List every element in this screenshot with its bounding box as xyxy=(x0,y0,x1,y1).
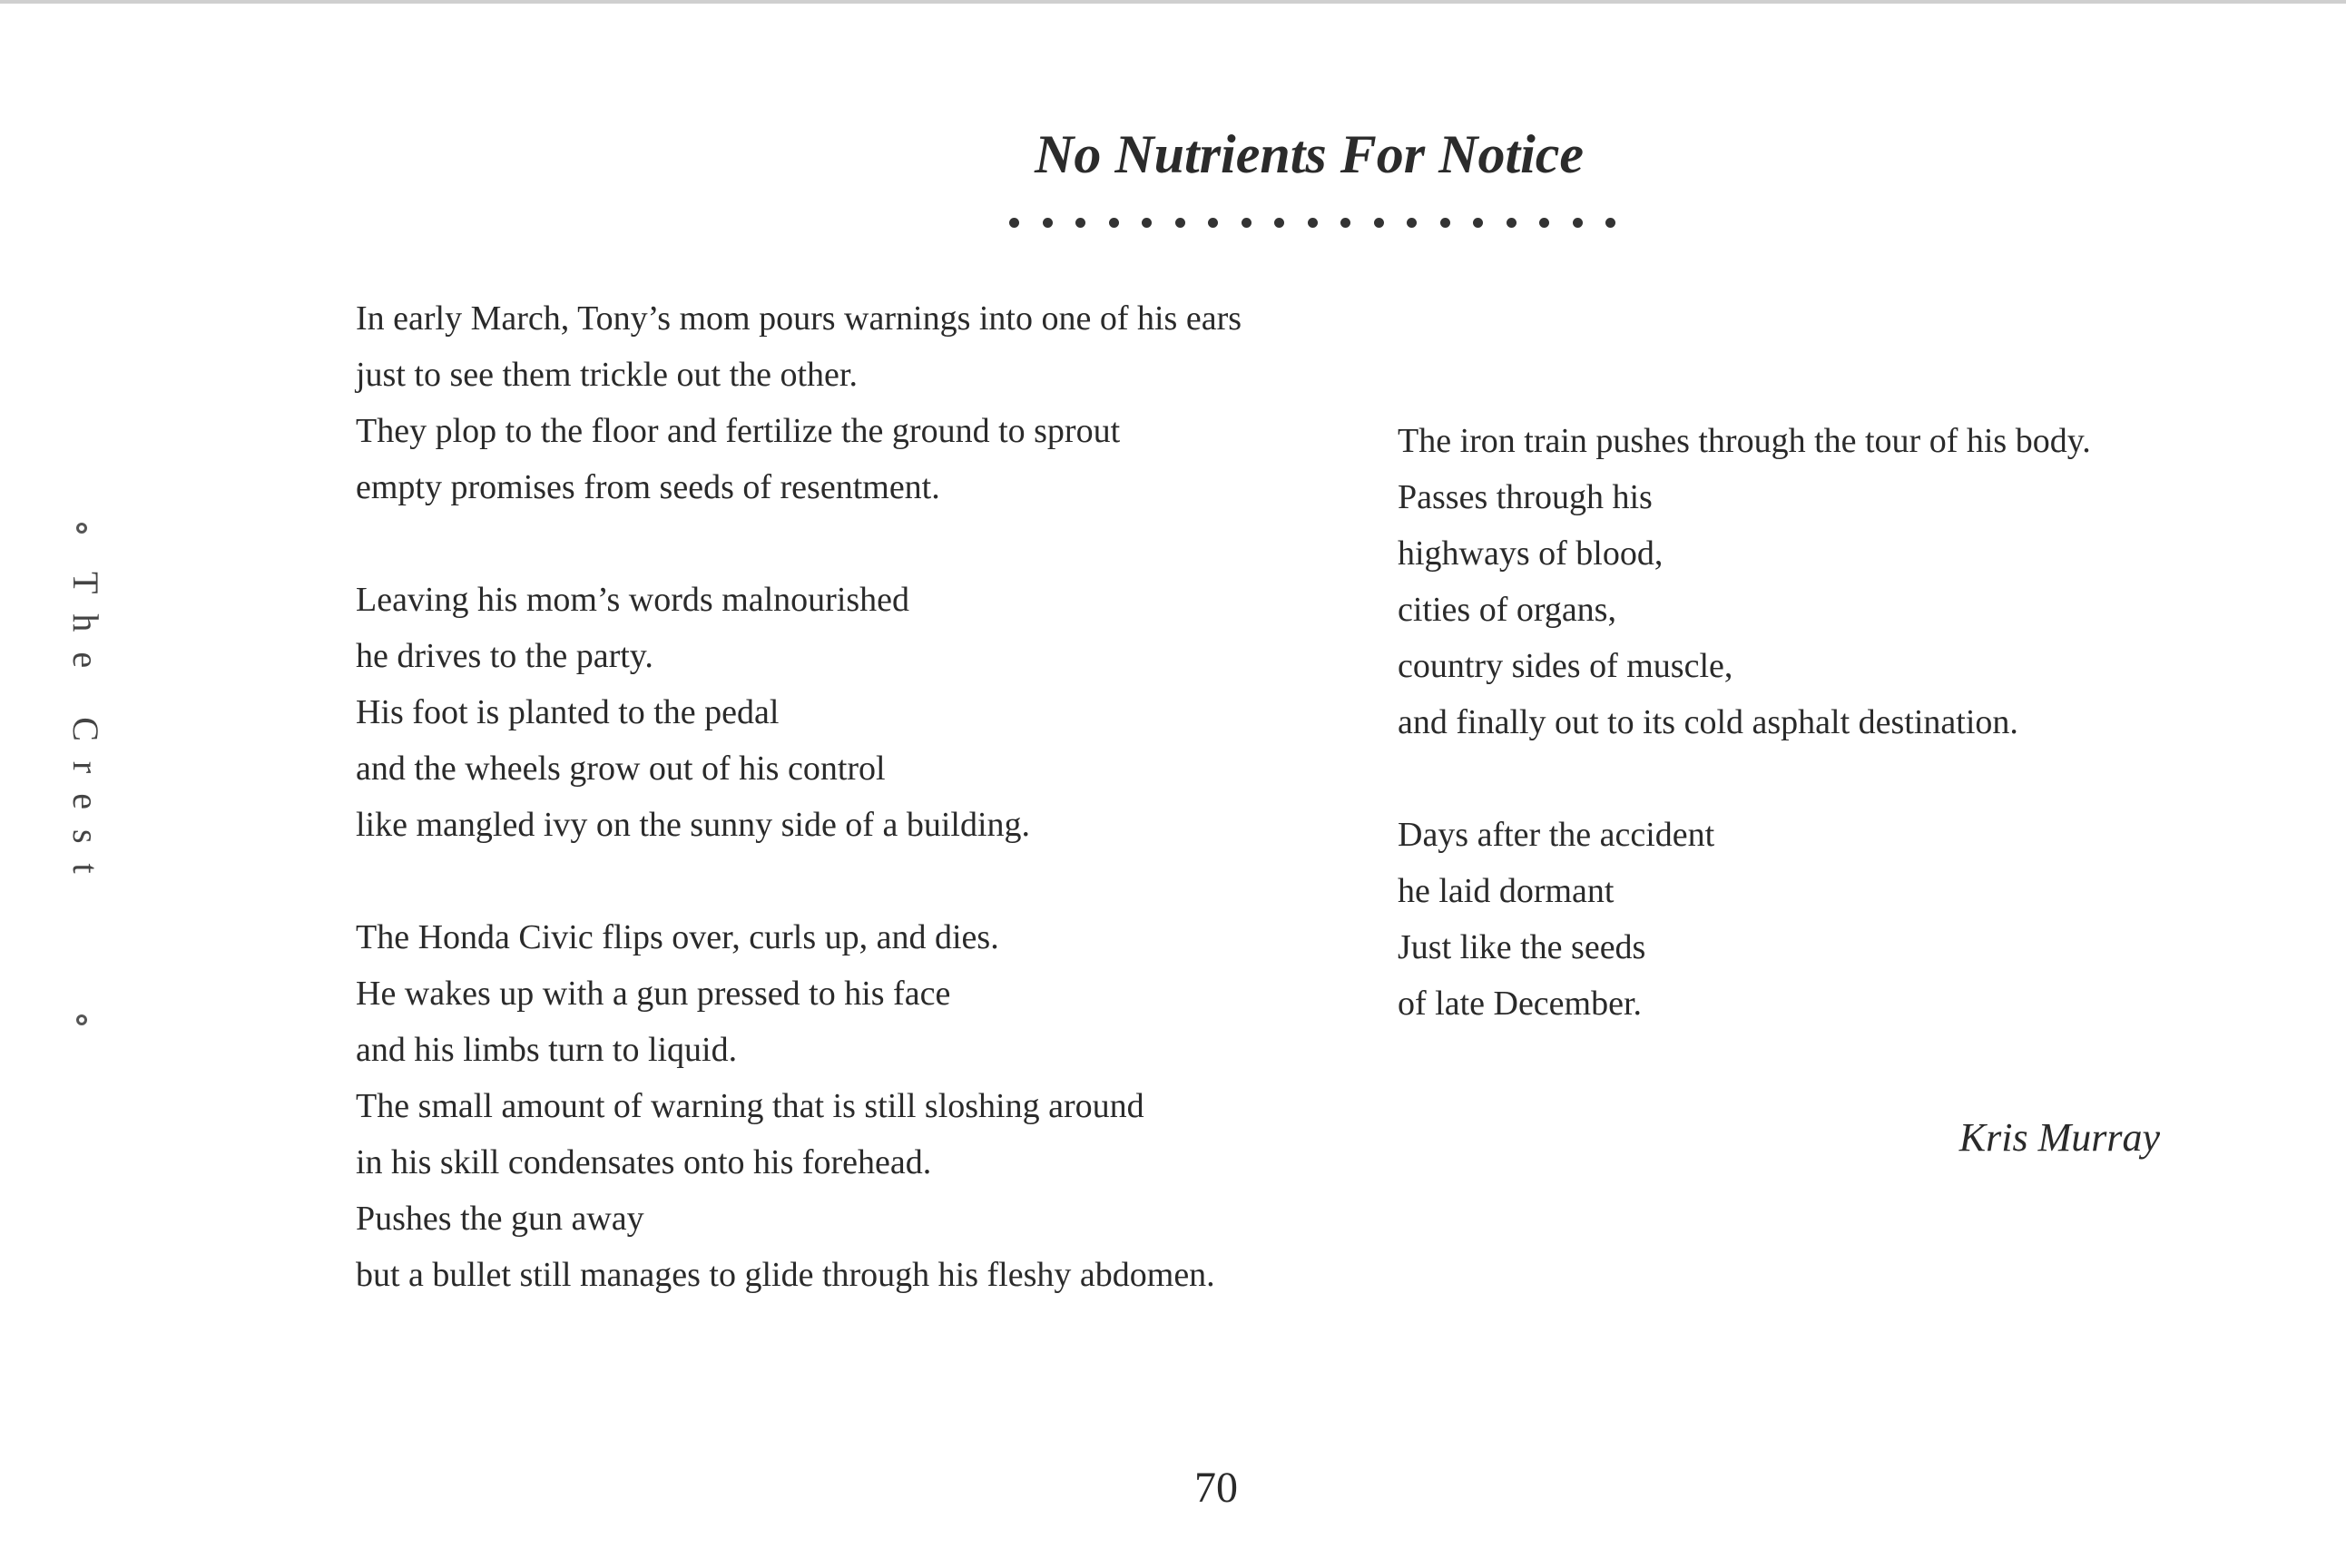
title-dotted-divider xyxy=(1009,214,1644,232)
divider-dot xyxy=(1208,218,1218,228)
poem-line: His foot is planted to the pedal xyxy=(356,693,780,731)
divider-dot xyxy=(1009,218,1019,228)
divider-dot xyxy=(1109,218,1119,228)
side-circle-ornament-top xyxy=(76,523,87,534)
poem-line: Days after the accident xyxy=(1398,816,1715,854)
poem-line: The small amount of warning that is still sloshing around xyxy=(356,1087,1144,1125)
poem-line: They plop to the floor and fertilize the ground to sprout xyxy=(356,412,1121,450)
divider-dot xyxy=(1142,218,1152,228)
stanza xyxy=(356,290,1318,515)
author-name: Kris Murray xyxy=(1958,1115,2160,1160)
page-number: 70 xyxy=(1194,1464,1238,1512)
poem-line: he drives to the party. xyxy=(356,637,653,675)
poem-line: and his limbs turn to liquid. xyxy=(356,1031,738,1069)
poem-line: cities of organs, xyxy=(1398,591,1616,629)
stanza xyxy=(356,572,1318,853)
top-edge-rule xyxy=(0,0,2346,4)
divider-dot xyxy=(1374,218,1384,228)
divider-dot xyxy=(1242,218,1252,228)
poem-line: The Honda Civic flips over, curls up, and dies. xyxy=(356,918,999,956)
poem-line: and finally out to its cold asphalt destination. xyxy=(1398,703,2018,741)
poem-line: and the wheels grow out of his control xyxy=(356,750,886,788)
poem-right-column xyxy=(1398,413,2214,1088)
divider-dot xyxy=(1605,218,1615,228)
poem-line: in his skill condensates onto his forehead. xyxy=(356,1143,932,1181)
poem-line: of late December. xyxy=(1398,985,1643,1023)
divider-dot xyxy=(1407,218,1417,228)
poem-line: country sides of muscle, xyxy=(1398,647,1733,685)
stanza xyxy=(1398,807,2214,1032)
poem-line: He wakes up with a gun pressed to his face xyxy=(356,975,951,1013)
divider-dot xyxy=(1440,218,1450,228)
poem-line: but a bullet still manages to glide through his fleshy abdomen. xyxy=(356,1256,1215,1294)
side-title-text: The Crest xyxy=(65,572,106,894)
divider-dot xyxy=(1507,218,1517,228)
poem-line: highways of blood, xyxy=(1398,534,1664,573)
poem-line: Leaving his mom’s words malnourished xyxy=(356,581,910,619)
side-circle-ornament-bottom xyxy=(76,1014,87,1025)
poem-line: like mangled ivy on the sunny side of a building. xyxy=(356,806,1031,844)
stanza xyxy=(1398,413,2214,750)
poem-left-column xyxy=(356,290,1318,1359)
poem-line: empty promises from seeds of resentment. xyxy=(356,468,940,506)
divider-dot xyxy=(1274,218,1284,228)
poem-line: Just like the seeds xyxy=(1398,928,1646,966)
poem-line: The iron train pushes through the tour of his body. xyxy=(1398,422,2091,460)
poem-line: In early March, Tony’s mom pours warnings into one of his ears xyxy=(356,299,1242,338)
divider-dot xyxy=(1473,218,1483,228)
divider-dot xyxy=(1573,218,1583,228)
stanza xyxy=(356,909,1318,1303)
divider-dot xyxy=(1340,218,1350,228)
poem-title: No Nutrients For Notice xyxy=(1035,124,1585,184)
poem-line: Passes through his xyxy=(1398,478,1653,516)
divider-dot xyxy=(1308,218,1318,228)
side-running-title xyxy=(65,517,106,1062)
divider-dot xyxy=(1539,218,1549,228)
divider-dot xyxy=(1175,218,1185,228)
poem-line: he laid dormant xyxy=(1398,872,1615,910)
poem-line: just to see them trickle out the other. xyxy=(356,356,858,394)
divider-dot xyxy=(1075,218,1085,228)
divider-dot xyxy=(1043,218,1053,228)
poem-line: Pushes the gun away xyxy=(356,1200,644,1238)
